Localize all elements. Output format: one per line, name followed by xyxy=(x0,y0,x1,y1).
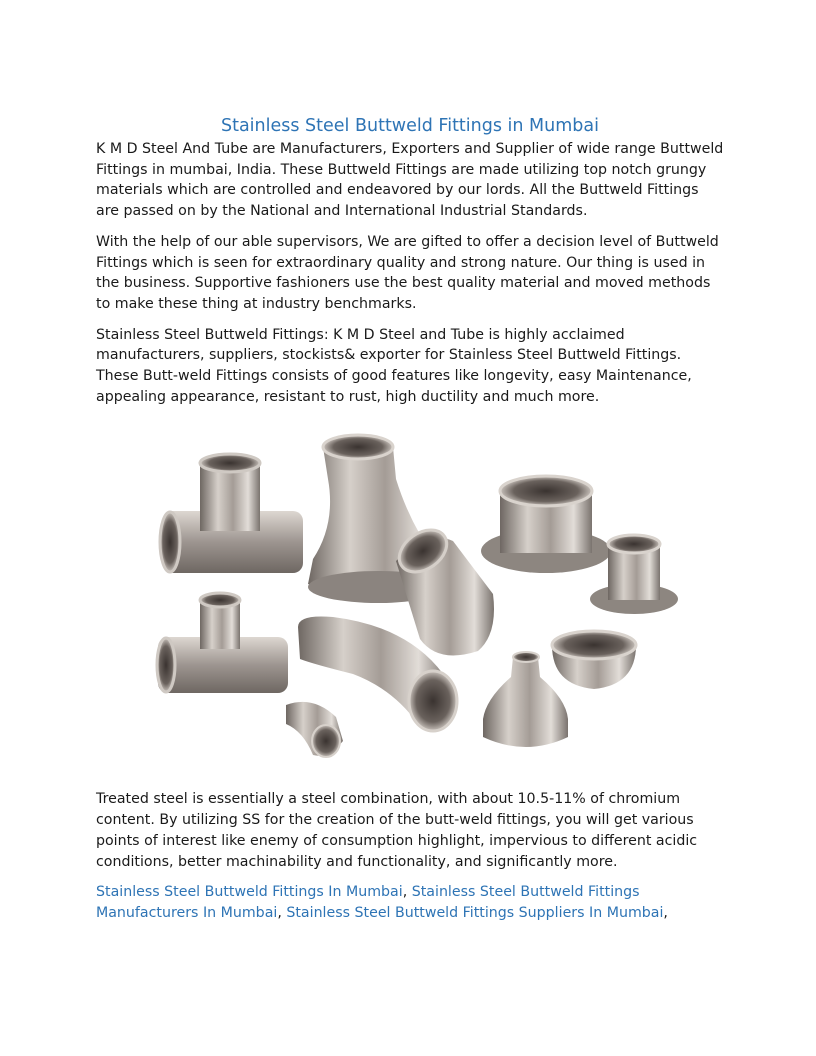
link-separator: , xyxy=(277,904,287,921)
paragraph-chromium: Treated steel is essentially a steel combination, with about 10.5-11% of chromium content. By utilizing SS for the creation of the butt-weld fittings, you will get various points of interest like enemy of consumption highlight, impervious to different acidic conditions, better machinability and functionality, and significantly more. xyxy=(96,791,698,870)
link-fittings-suppliers[interactable]: Stainless Steel Buttweld Fittings Suppliers In Mumbai xyxy=(286,904,664,921)
equal-tee-fitting xyxy=(160,454,303,573)
paragraph-features xyxy=(96,325,724,408)
concentric-reducer-small xyxy=(483,652,568,747)
elbow-90-small xyxy=(286,702,343,757)
paragraph-lead: Stainless Steel Buttweld Fittings xyxy=(96,326,324,343)
elbow-45-fitting xyxy=(391,522,494,656)
link-separator: , xyxy=(402,884,412,901)
link-fittings-mumbai[interactable]: Stainless Steel Buttweld Fittings In Mumbai xyxy=(96,884,403,901)
paragraph-intro: K M D Steel And Tube are Manufacturers, Exporters and Supplier of wide range Buttweld Fittings in mumbai, India. These Buttweld Fittings are made utilizing top notch grungy materials which are controlled and endeavored by our lords. All the Buttweld Fittings are passed on by the National and International Industrial Standards. xyxy=(96,141,724,220)
stub-end-large xyxy=(481,476,611,573)
buttweld-fittings-photo xyxy=(148,419,688,781)
paragraph-features-body: : K M D Steel and Tube is highly acclaimed manufacturers, suppliers, stockists& exporter for Stainless Steel Buttweld Fittings. These Butt-weld Fittings consists of good features like longevity, easy Maintenance, appealing appearance, resistant to rust, high ductility and much more. xyxy=(96,326,692,405)
link-separator: , xyxy=(663,904,668,921)
paragraph-supervisors: With the help of our able supervisors, We are gifted to offer a decision level of Buttweld Fittings which is seen for extraordinary quality and strong nature. Our thing is used in the business. Supportive fashioners use the best quality material and moved methods to make these thing at industry benchmarks. xyxy=(96,233,719,312)
reducing-tee-fitting xyxy=(157,593,288,693)
link-fittings-manufacturers[interactable]: Stainless Steel Buttweld Fittings Manufacturers In Mumbai xyxy=(96,884,640,921)
page-title: Stainless Steel Buttweld Fittings in Mumbai xyxy=(220,116,599,136)
links-line xyxy=(96,882,724,923)
document-page xyxy=(96,114,724,934)
pipe-cap-fitting xyxy=(552,631,636,689)
